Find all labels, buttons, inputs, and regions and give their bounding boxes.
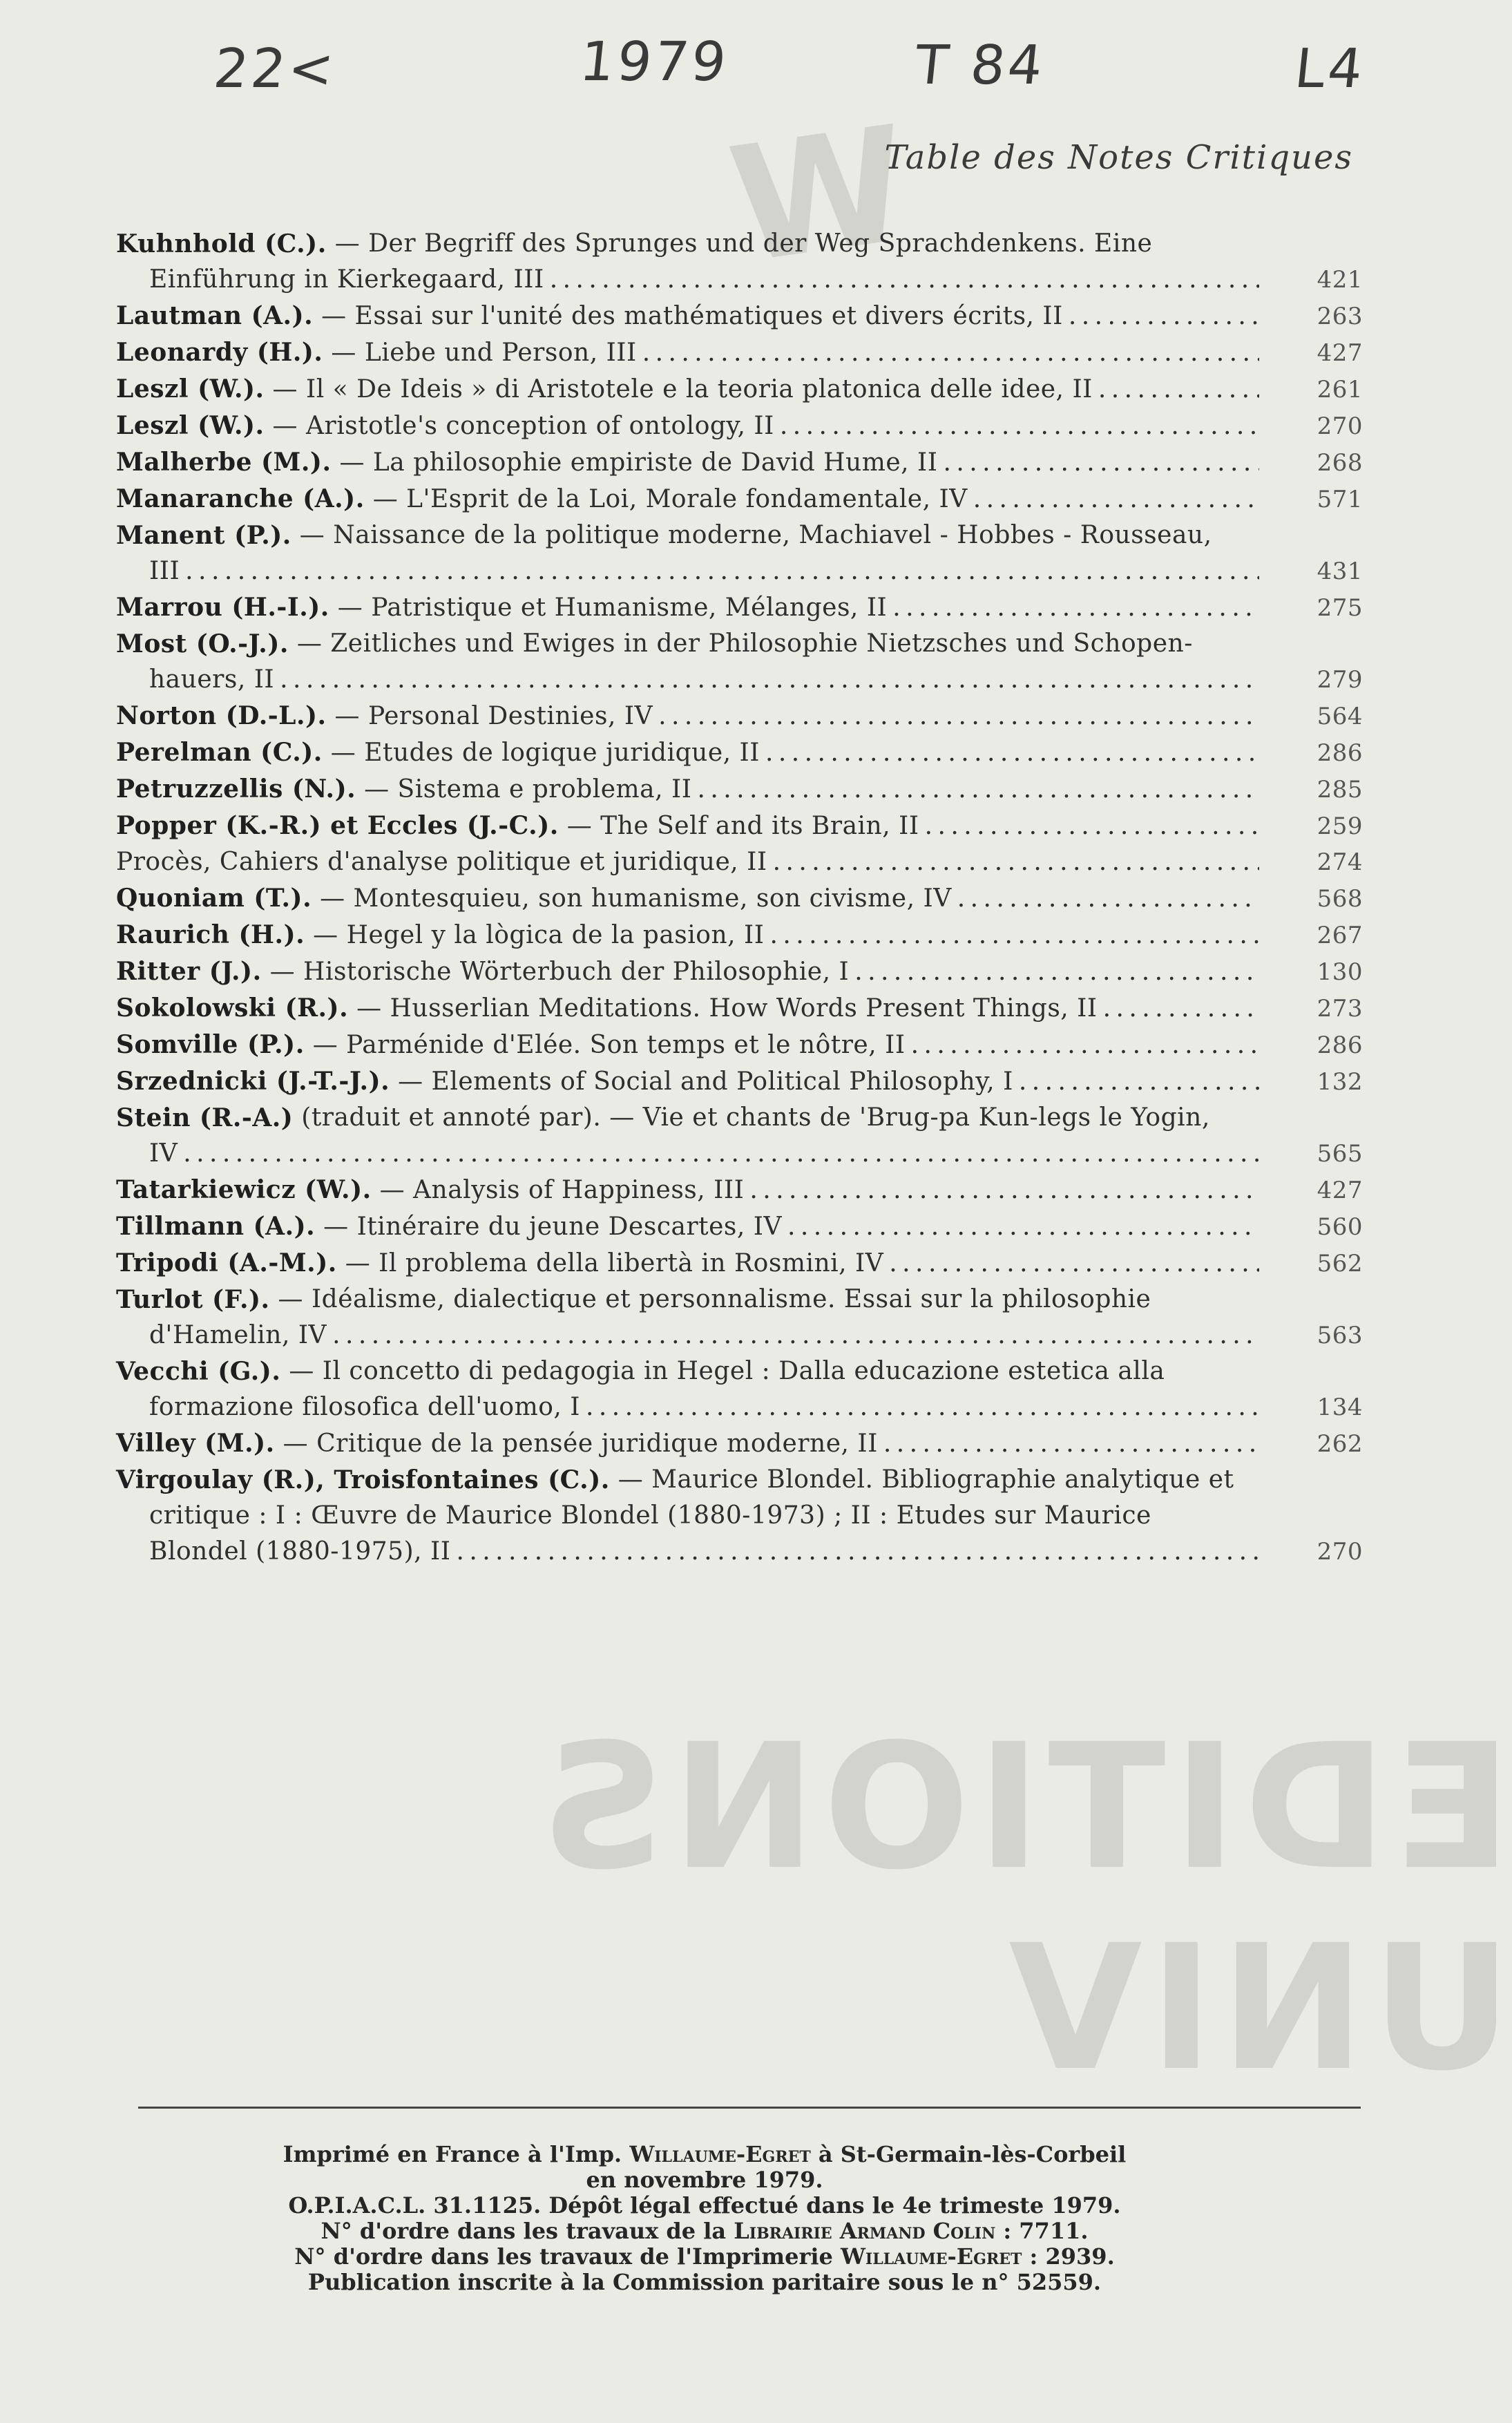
entry-page-number: 262 [1317,1430,1363,1458]
entry-author: Tillmann (A.). [116,1212,316,1241]
entry-author: Turlot (F.). [116,1285,270,1314]
dot-leader [787,1209,1259,1245]
entry-page-number: 564 [1317,703,1363,730]
dot-leader [892,590,1259,626]
dot-leader [658,699,1259,734]
entry-page-number: 285 [1317,776,1363,804]
dot-leader [957,881,1259,917]
entry-last-line [116,844,1259,880]
index-entry [116,880,1363,917]
publisher-name: Librairie Armand Colin [734,2218,996,2244]
imprint-line [173,2244,1236,2270]
entry-author: Srzednicki (J.-T.-J.). [116,1067,390,1096]
entry-last-line [116,1389,1259,1425]
entry-author: Raurich (H.). [116,920,305,949]
entry-page-number: 421 [1317,266,1363,294]
entry-title-text: IV [149,1139,178,1168]
entry-last-line [116,1425,1259,1462]
entry-author: Kuhnhold (C.). [116,229,327,258]
entry-page-number: 259 [1317,813,1363,840]
entry-title-text: (traduit et annoté par). — Vie et chants de 'Brug-pa Kun-legs le Yogin, [301,1103,1210,1132]
entry-author: Somville (P.). [116,1030,305,1059]
dot-leader [911,1027,1259,1063]
dot-leader [889,1246,1259,1282]
dot-leader [183,1136,1259,1172]
entry-title-text: — Parménide d'Elée. Son temps et le nôtre, II [312,1031,906,1059]
entry-page-number: 263 [1317,303,1363,330]
index-entry [116,444,1363,481]
entry-line [116,1100,1259,1136]
entry-title-text: — Il problema della libertà in Rosmini, IV [345,1249,884,1277]
entry-title-text: — Essai sur l'unité des mathématiques et divers écrits, II [321,302,1063,330]
entry-author: Popper (K.-R.) et Eccles (J.-C.). [116,811,559,840]
entry-author: Sokolowski (R.). [116,994,349,1023]
entry-title-text: — Der Begriff des Sprunges und der Weg Sprachdenkens. Eine [334,229,1153,258]
imprint-text: : 2939. [1022,2243,1115,2270]
entry-page-number: 274 [1317,848,1363,876]
entry-title-text: — Elements of Social and Political Philosophy, I [398,1067,1013,1096]
imprint-text: N° d'ordre dans les travaux de la [320,2218,734,2244]
entry-last-line [116,371,1259,408]
entry-title-text: — Analysis of Happiness, III [379,1176,745,1204]
entry-title-text: — Aristotle's conception of ontology, II [272,412,774,440]
entry-last-line [116,1208,1259,1245]
entry-last-line [116,444,1259,481]
entry-page-number: 565 [1317,1140,1363,1168]
imprint-text: : 7711. [995,2218,1089,2244]
index-entry [116,1208,1363,1245]
index-entry [116,1245,1363,1282]
entry-title-text: — Personal Destinies, IV [334,702,653,730]
dot-leader [1069,298,1259,334]
index-entry [116,1462,1363,1570]
entry-title-text: — Il concetto di pedagogia in Hegel : Dalla educazione estetica alla [289,1357,1165,1385]
entry-last-line [116,990,1259,1027]
imprint-line: O.P.I.A.C.L. 31.1125. Dépôt légal effectué dans le 4e trimeste 1979. [288,2192,1121,2218]
dot-leader [773,844,1259,880]
entry-last-line [116,589,1259,626]
entry-title-text: — Etudes de logique juridique, II [330,739,760,767]
entry-last-line [116,334,1259,371]
entry-page-number: 132 [1317,1068,1363,1096]
entry-title-text: — Maurice Blondel. Bibliographie analytique et [618,1465,1234,1494]
entry-last-line [116,771,1259,808]
entry-page-number: 560 [1317,1213,1363,1241]
index-entry [116,844,1363,880]
printer-imprint [173,2142,1236,2295]
entry-last-line [116,1534,1259,1570]
entry-last-line [116,953,1259,990]
entry-title-text: — La philosophie empiriste de David Hume, II [339,448,938,477]
entry-page-number: 273 [1317,995,1363,1023]
entry-author: Leszl (W.). [116,374,265,403]
divider-rule [138,2107,1361,2109]
index-entry [116,626,1363,698]
entry-title-text: — Sistema e problema, II [364,775,692,804]
entry-author: Malherbe (M.). [116,448,332,477]
handwritten-shelf-code: T 84 [912,35,1049,97]
index-entry [116,953,1363,990]
index-entry [116,226,1363,298]
index-entry [116,771,1363,808]
dot-leader [456,1534,1259,1570]
entry-last-line [116,481,1259,517]
index-entry [116,1425,1363,1462]
dot-leader [185,553,1259,589]
entry-title-text: — Husserlian Meditations. How Words Present Things, II [356,994,1098,1023]
entry-author: Most (O.-J.). [116,629,289,658]
dot-leader [973,482,1259,517]
entry-author: Manent (P.). [116,521,291,550]
entry-page-number: 286 [1317,1032,1363,1059]
index-entry [116,1282,1363,1353]
entry-title-text: — Critique de la pensée juridique moderne, II [283,1429,878,1458]
entry-page-number: 268 [1317,449,1363,477]
entry-page-number: 279 [1317,666,1363,694]
entry-page-number: 275 [1317,594,1363,622]
entry-line [116,1353,1259,1389]
index-entry [116,481,1363,517]
entry-page-number: 286 [1317,739,1363,767]
notes-critiques-index [116,226,1363,1570]
entry-author: Manaranche (A.). [116,484,365,513]
index-entry [116,1027,1363,1063]
dot-leader [749,1172,1259,1208]
entry-author: Villey (M.). [116,1429,275,1458]
dot-leader [586,1389,1259,1425]
imprint-line: en novembre 1979. [586,2167,823,2193]
entry-title-text: — Zeitliches und Ewiges in der Philosophie Nietzsches und Schopen- [296,629,1193,658]
entry-line [116,226,1259,262]
entry-page-number: 427 [1317,1177,1363,1204]
entry-author: Leonardy (H.). [116,338,323,367]
entry-author: Vecchi (G.). [116,1357,281,1386]
dot-leader [332,1318,1259,1353]
entry-author: Stein (R.-A.) [116,1103,294,1132]
index-entry [116,1063,1363,1100]
entry-title-text: hauers, II [149,665,275,694]
entry-page-number: 270 [1317,1538,1363,1566]
dot-leader [1103,991,1259,1027]
entry-author: Norton (D.-L.). [116,701,327,730]
entry-last-line [116,1245,1259,1282]
index-entry [116,408,1363,444]
entry-title-text: — Hegel y la lògica de la pasion, II [313,921,765,949]
entry-page-number: 431 [1317,558,1363,585]
dot-leader [780,408,1259,444]
entry-title-text: — Naissance de la politique moderne, Machiavel - Hobbes - Rousseau, [299,521,1212,549]
running-head: Table des Notes Critiques [884,138,1353,177]
entry-last-line [116,880,1259,917]
index-entry [116,917,1363,953]
entry-author: Tripodi (A.-M.). [116,1248,337,1277]
entry-last-line [116,1172,1259,1208]
entry-last-line [116,1136,1259,1172]
entry-last-line [116,298,1259,334]
imprint-line [173,2218,1236,2244]
entry-title-text: — L'Esprit de la Loi, Morale fondamentale, IV [372,485,968,513]
entry-line [116,626,1259,662]
entry-title-text: d'Hamelin, IV [149,1321,327,1349]
entry-page-number: 267 [1317,922,1363,949]
index-entry [116,698,1363,734]
dot-leader [883,1426,1259,1462]
imprint-line: Publication inscrite à la Commission paritaire sous le n° 52559. [307,2269,1102,2295]
entry-page-number: 134 [1317,1394,1363,1421]
index-entry [116,589,1363,626]
entry-title-text: — Il « De Ideis » di Aristotele e la teoria platonica delle idee, II [272,375,1093,403]
entry-title-text: — Montesquieu, son humanisme, son civisme, IV [320,884,952,913]
index-entry [116,1353,1363,1425]
entry-last-line [116,553,1259,589]
imprint-text: Imprimé en France à l'Imp. [283,2141,630,2167]
index-entry [116,371,1363,408]
entry-last-line [116,1318,1259,1353]
index-entry [116,808,1363,844]
imprint-line [173,2142,1236,2167]
dot-leader [765,735,1259,771]
entry-title-text: — The Self and its Brain, II [566,812,919,840]
dot-leader [854,954,1259,990]
entry-title-text: — Itinéraire du jeune Descartes, IV [323,1213,783,1241]
dot-leader [550,262,1259,298]
entry-last-line [116,1027,1259,1063]
entry-author: Ritter (J.). [116,957,262,986]
entry-page-number: 130 [1317,958,1363,986]
dot-leader [642,335,1259,371]
dot-leader [944,445,1259,481]
entry-page-number: 571 [1317,486,1363,513]
entry-author: Petruzzellis (N.). [116,775,356,804]
entry-title-text: — Idéalisme, dialectique et personnalisme. Essai sur la philosophie [278,1285,1151,1313]
show-through-bleed: W [720,92,920,300]
entry-title-text: — Liebe und Person, III [331,339,637,367]
entry-author: Quoniam (T.). [116,884,312,913]
index-entry [116,517,1363,589]
entry-page-number: 427 [1317,339,1363,367]
entry-page-number: 562 [1317,1250,1363,1277]
handwritten-mark-left: 22< [211,38,340,100]
entry-title-text: III [149,557,180,585]
entry-title-text: Procès, Cahiers d'analyse politique et juridique, II [116,848,767,876]
entry-last-line [116,734,1259,771]
entry-title-text: Einführung in Kierkegaard, III [149,265,544,294]
entry-title-text: formazione filosofica dell'uomo, I [149,1393,581,1421]
entry-page-number: 568 [1317,885,1363,913]
entry-last-line [116,808,1259,844]
printer-name: Willaume-Egret [629,2141,811,2167]
index-entry [116,990,1363,1027]
entry-page-number: 563 [1317,1322,1363,1349]
show-through-bleed-lower: EDITIONS UNIV [533,1707,1512,2109]
entry-last-line [116,1063,1259,1100]
entry-line [116,1282,1259,1318]
entry-title-text: — Historische Wörterbuch der Philosophie, I [269,958,850,986]
entry-page-number: 261 [1317,376,1363,403]
dot-leader [925,808,1259,844]
entry-last-line [116,698,1259,734]
index-entry [116,298,1363,334]
index-entry [116,734,1363,771]
entry-page-number: 270 [1317,412,1363,440]
entry-last-line [116,917,1259,953]
index-entry [116,1100,1363,1172]
entry-last-line [116,662,1259,698]
handwritten-year: 1979 [577,31,732,93]
printer-name: Willaume-Egret [840,2243,1022,2270]
entry-author: Lautman (A.). [116,301,314,330]
entry-title-text: Blondel (1880-1975), II [149,1537,451,1566]
entry-title-text: critique : I : Œuvre de Maurice Blondel (1880-1973) ; II : Etudes sur Maurice [149,1501,1151,1530]
entry-author: Leszl (W.). [116,411,265,440]
entry-line [116,517,1259,553]
entry-title-text: — Patristique et Humanisme, Mélanges, II [337,593,888,622]
dot-leader [1098,372,1259,408]
handwritten-mark-right: L4 [1292,38,1368,100]
entry-author: Marrou (H.-I.). [116,593,329,622]
entry-last-line [116,262,1259,298]
index-entry [116,1172,1363,1208]
dot-leader [770,918,1260,953]
imprint-text: à St-Germain-lès-Corbeil [810,2141,1127,2167]
entry-author: Perelman (C.). [116,738,323,767]
imprint-text: N° d'ordre dans les travaux de l'Imprimerie [294,2243,841,2270]
entry-author: Tatarkiewicz (W.). [116,1175,372,1204]
dot-leader [280,662,1259,698]
entry-last-line [116,408,1259,444]
index-entry [116,334,1363,371]
entry-line [116,1498,1259,1534]
entry-line [116,1462,1259,1498]
dot-leader [1019,1064,1259,1100]
dot-leader [697,772,1259,808]
entry-author: Virgoulay (R.), Troisfontaines (C.). [116,1465,610,1494]
